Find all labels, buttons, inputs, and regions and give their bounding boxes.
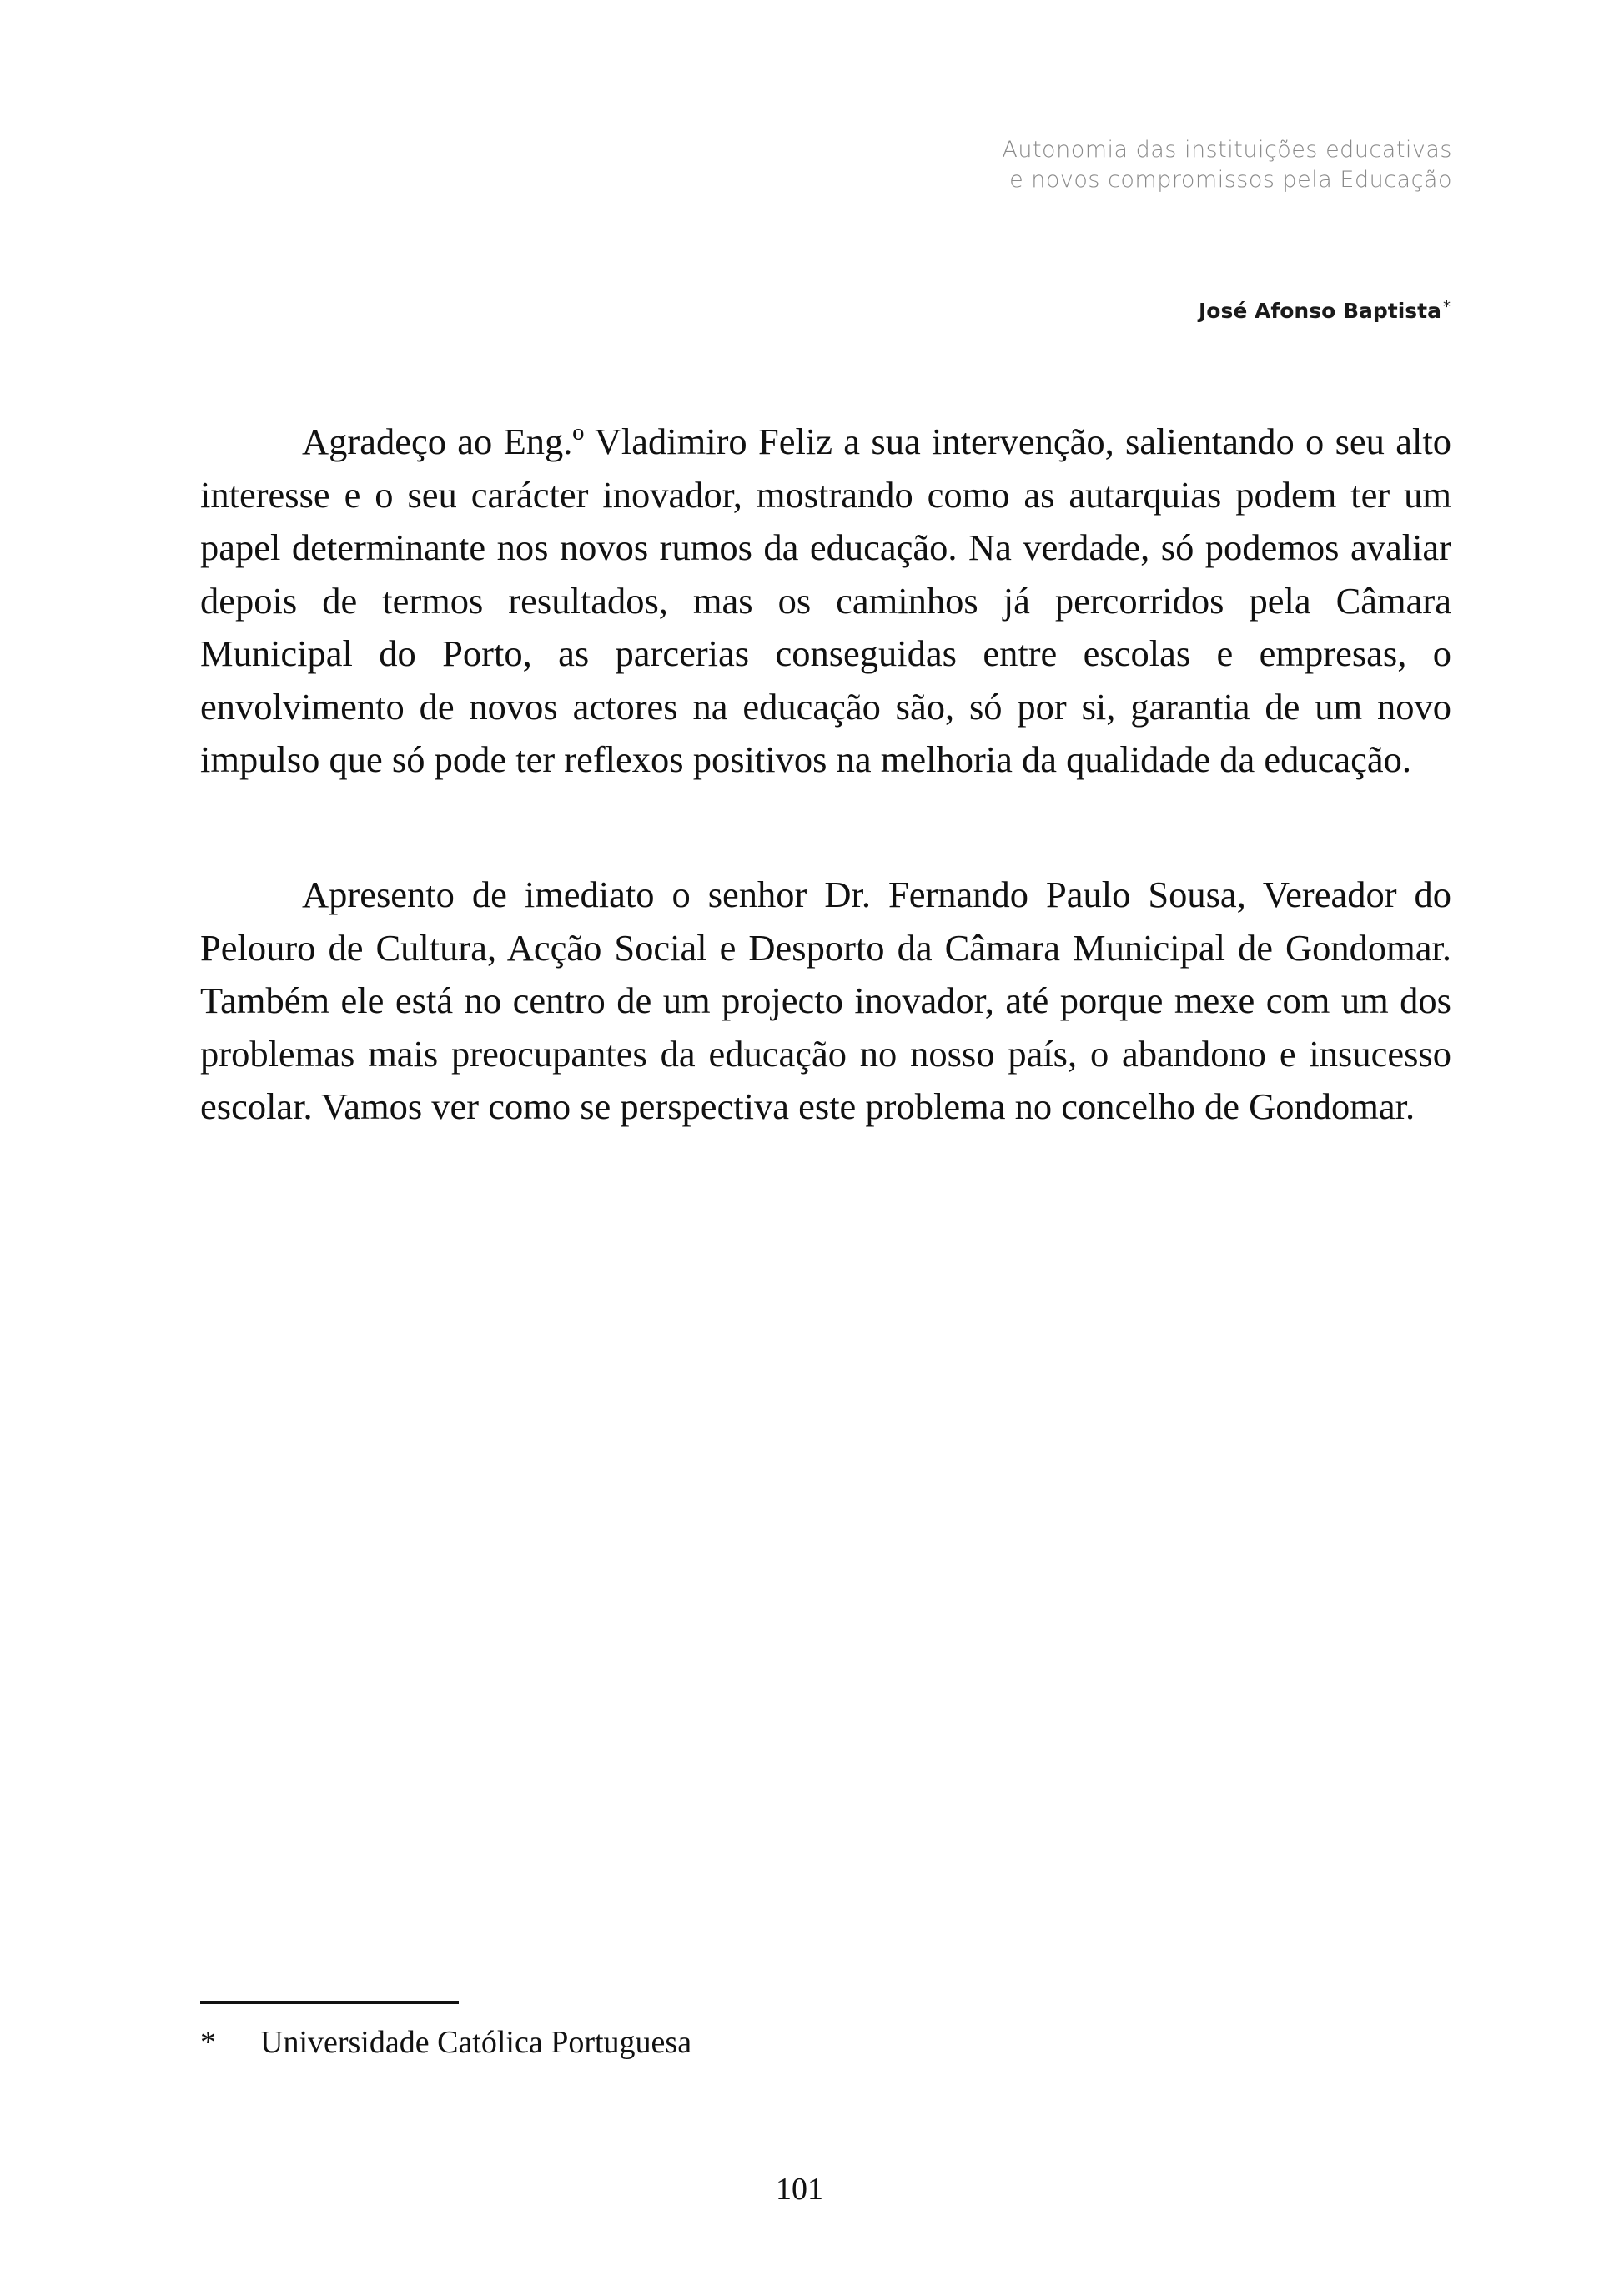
- body-paragraph-1: Agradeço ao Eng.º Vladimiro Feliz a sua intervenção, salientando o seu alto interesse e o seu carácter inovador, mostrando como as autarquias podem ter um papel determinante nos novos rumos da educação. Na verdade, só podemos avaliar depois de termos resultados, mas os caminhos já percorridos pela Câmara Municipal do Porto, as parcerias conseguidas entre escolas e empresas, o envolvimento de novos actores na educação são, só por si, garantia de um novo impulso que só pode ter reflexos positivos na melhoria da qualidade da educação.: [200, 420, 1451, 780]
- running-header-line-1: Autonomia das instituições educativas: [1002, 137, 1452, 163]
- footnote-text: Universidade Católica Portuguesa: [260, 2025, 692, 2060]
- running-header: [1002, 135, 1452, 195]
- footnote-divider: [200, 2001, 459, 2004]
- author-name: José Afonso Baptista: [1198, 299, 1441, 323]
- running-header-line-2: e novos compromissos pela Educação: [1009, 167, 1452, 193]
- author-byline: [1199, 298, 1451, 323]
- page-number: 101: [776, 2172, 823, 2207]
- author-footnote-marker: *: [1443, 298, 1451, 315]
- footnote: [200, 2022, 691, 2062]
- body-paragraph-2: Apresento de imediato o senhor Dr. Fernando Paulo Sousa, Vereador do Pelouro de Cultura, Acção Social e Desporto da Câmara Municipal de Gondomar. Também ele está no centro de um projecto inovador, até porque mexe com um dos problemas mais preocupantes da educação no nosso país, o abandono e insucesso escolar. Vamos ver como se perspectiva este problema no concelho de Gondomar.: [200, 874, 1451, 1127]
- footnote-marker: *: [200, 2025, 216, 2060]
